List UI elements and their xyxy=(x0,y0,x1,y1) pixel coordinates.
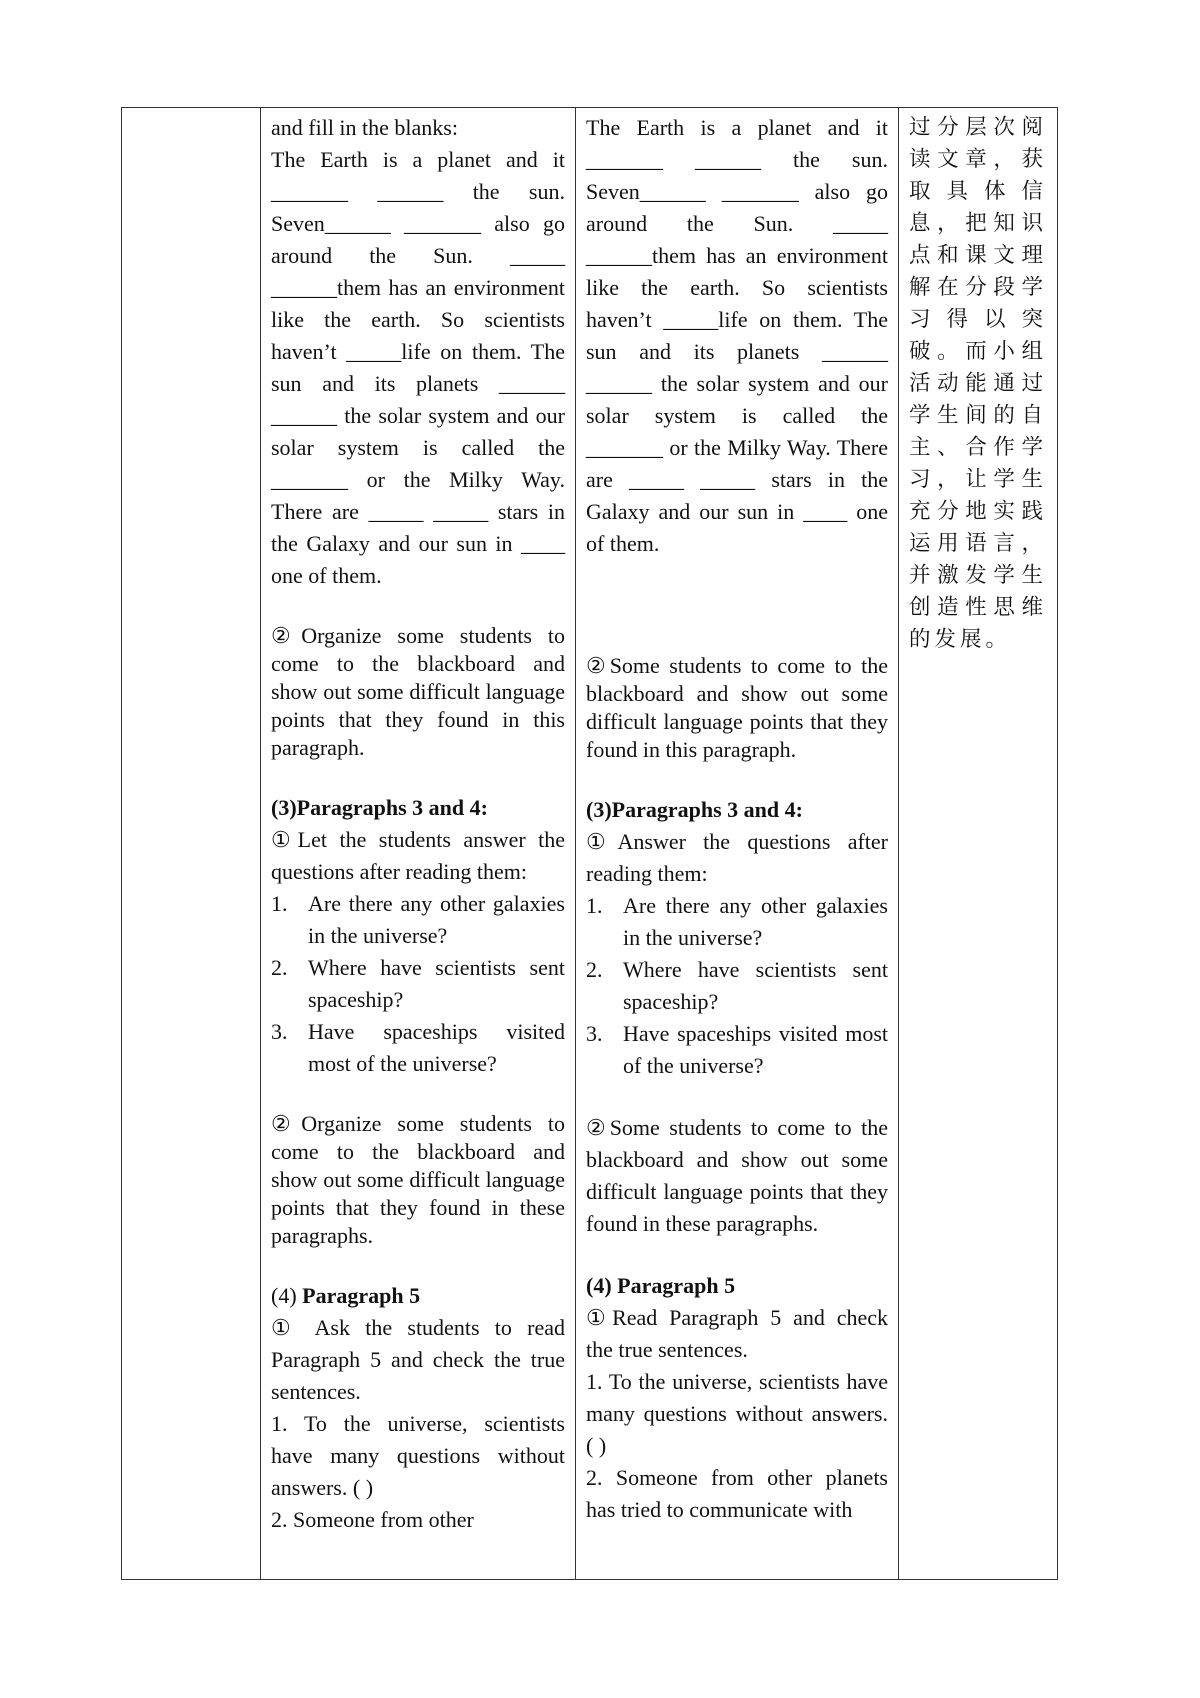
cloze-passage: The Earth is a planet and it _______ ______ the sun. Seven______ _______ also go around the Sun. _____ ______them has an environment like the earth. So scientists haven’t _____life on them. The sun and its planets ______ ______ the solar system and our solar system is called the _______ or the Milky Way. There are _____ _____ stars in the Galaxy and our sun in ____ one of them. xyxy=(586,115,888,556)
true-sentence-1: 1. To the universe, scientists have many questions without answers. ( ) xyxy=(271,1411,565,1500)
check-sentences-instruction: ①Read Paragraph 5 and check the true sentences. xyxy=(586,1305,888,1362)
questions-intro: ①Answer the questions after reading them: xyxy=(586,829,888,886)
design-intent-cell xyxy=(899,108,1058,1580)
cloze-passage: The Earth is a planet and it _______ ______ the sun. Seven______ _______ also go around the Sun. _____ ______them has an environment like the earth. So scientists haven’t _____life on them. The sun and its planets ______ ______ the solar system and our solar system is called the _______ or the Milky Way. There are _____ _____ stars in the Galaxy and our sun in ____ one of them. xyxy=(271,147,565,588)
section-heading-paragraphs-3-4: (3)Paragraphs 3 and 4: xyxy=(271,795,488,820)
list-item: 2. Where have scientists sent spaceship? xyxy=(586,957,888,1014)
organize-students-paragraphs: ②Organize some students to come to the blackboard and show out some difficult language points that they found in these paragraphs. xyxy=(271,1111,565,1248)
teacher-activity-cell xyxy=(261,108,576,1580)
questions-intro: ①Let the students answer the questions after reading them: xyxy=(271,827,565,884)
student-activity-cell xyxy=(576,108,899,1580)
check-sentences-instruction: ① Ask the students to read Paragraph 5 and check the true sentences. xyxy=(271,1315,565,1404)
design-intent-text: 过分层次阅读文章，获取具体信息，把知识点和课文理解在分段学习得以突破。而小组活动能通过学生间的自主、合作学习，让学生充分地实践运用语言，并激发学生创造性思维的发展。 xyxy=(909,115,1047,652)
table-row xyxy=(122,108,1058,1580)
list-item: 3. Have spaceships visited most of the universe? xyxy=(586,1021,888,1078)
section-heading-paragraph-5: (4) Paragraph 5 xyxy=(586,1273,736,1298)
fill-blanks-instruction: and fill in the blanks: xyxy=(271,115,458,140)
students-show-paragraphs: ②Some students to come to the blackboard and show out some difficult language points that they found in these paragraphs. xyxy=(586,1115,888,1236)
students-show-paragraph: ②Some students to come to the blackboard and show out some difficult language points that they found in this paragraph. xyxy=(586,653,888,762)
section-heading-paragraph-5: (4) Paragraph 5 xyxy=(271,1283,421,1308)
list-item: 1. Are there any other galaxies in the universe? xyxy=(271,891,565,948)
true-sentence-2: 2. Someone from other xyxy=(271,1507,474,1532)
section-heading-paragraphs-3-4: (3)Paragraphs 3 and 4: xyxy=(586,797,803,822)
stage-column-cell xyxy=(122,108,261,1580)
list-item: 3. Have spaceships visited most of the universe? xyxy=(271,1019,565,1076)
true-sentence-2: 2. Someone from other planets has tried to communicate with xyxy=(586,1465,888,1522)
true-sentence-1: 1. To the universe, scientists have many questions without answers. ( ) xyxy=(586,1369,888,1458)
question-list xyxy=(586,890,888,1082)
list-item: 1. Are there any other galaxies in the universe? xyxy=(586,893,888,950)
list-item: 2. Where have scientists sent spaceship? xyxy=(271,955,565,1012)
lesson-plan-table xyxy=(121,107,1058,1580)
organize-students-paragraph: ②Organize some students to come to the blackboard and show out some difficult language points that they found in this paragraph. xyxy=(271,623,565,760)
question-list xyxy=(271,888,565,1080)
